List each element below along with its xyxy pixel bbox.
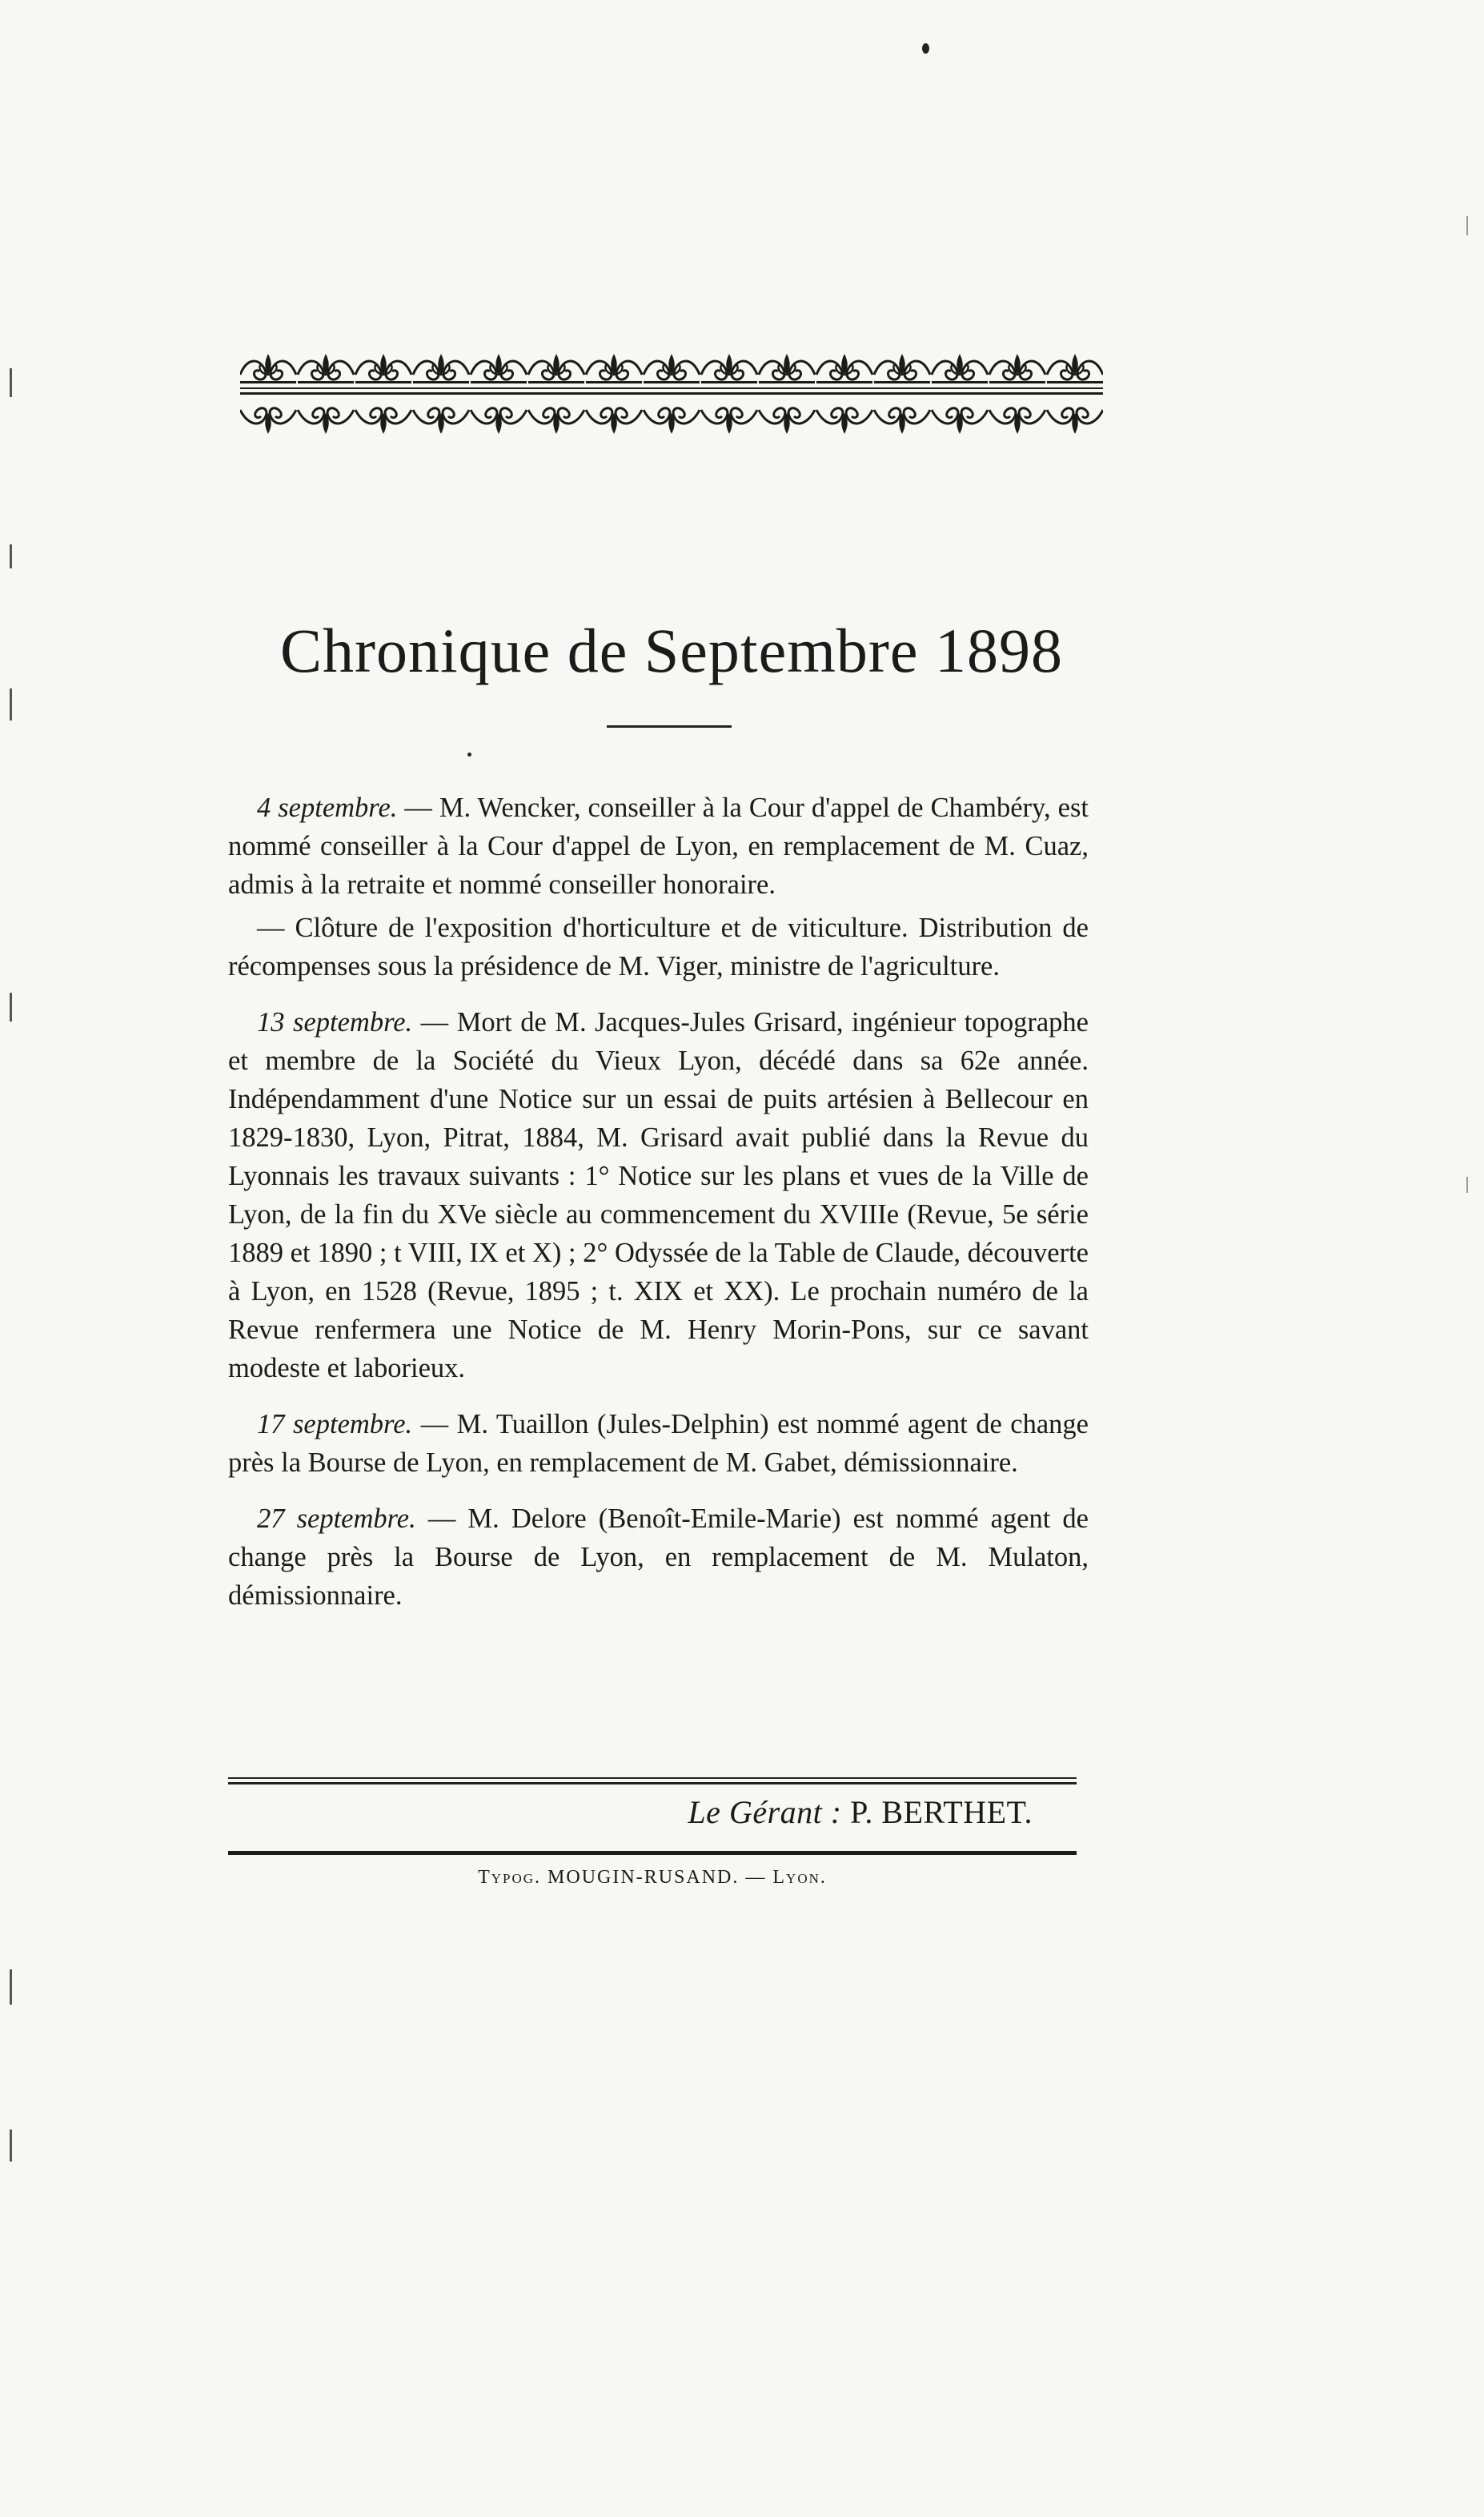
gerant-signature-line — [228, 1793, 1033, 1831]
entry-text: — Mort de M. Jacques-Jules Grisard, ingénieur topographe et membre de la Société du Vieux Lyon, décédé dans sa 62e année. Indépendamment d'une Notice sur un essai de puits artésien à Bellecour en 1829-1830, Lyon, Pitrat, 1884, M. Grisard avait publié dans la Revue du Lyonnais les travaux suivants : 1° Notice sur les plans et vues de la Ville de Lyon, de la fin du XVe siècle au commencement du XVIIIe (Revue, 5e série 1889 et 1890 ; t VIII, IX et X) ; 2° Odyssée de la Table de Claude, découverte à Lyon, en 1528 (Revue, 1895 ; t. XIX et XX). Le prochain numéro de la Revue renfermera une Notice de M. Henry Morin-Pons, sur ce savant modeste et laborieux. — [228, 1007, 1089, 1383]
title-underline — [607, 725, 732, 728]
scan-dust-mark — [1466, 1177, 1468, 1193]
gerant-name: P. BERTHET. — [850, 1794, 1033, 1830]
scan-edge-mark — [10, 544, 12, 568]
entry-date: 4 septembre. — [257, 793, 398, 823]
chronicle-entry — [228, 789, 1089, 904]
scan-edge-mark — [10, 1969, 12, 2005]
chronicle-entry — [228, 1499, 1089, 1615]
scan-edge-mark — [10, 993, 12, 1022]
entry-date: 17 septembre. — [257, 1409, 413, 1439]
footer-rule — [228, 1851, 1077, 1855]
chronicle-entry — [228, 909, 1089, 986]
printer-imprint: Typog. MOUGIN-RUSAND. — Lyon. — [478, 1867, 827, 1888]
closing-double-rule — [228, 1777, 1077, 1788]
decorative-fleuron-border — [240, 336, 1103, 456]
entry-text: — M. Wencker, conseiller à la Cour d'appel de Chambéry, est nommé conseiller à la Cour d'appel de Lyon, en remplacement de M. Cuaz, admis à la retraite et nommé conseiller honoraire. — [228, 793, 1089, 900]
page-title: Chronique de Septembre 1898 — [280, 616, 1063, 685]
chronicle-entry — [228, 1405, 1089, 1482]
entry-text: — M. Tuaillon (Jules-Delphin) est nommé agent de change près la Bourse de Lyon, en remplacement de M. Gabet, démissionnaire. — [228, 1409, 1089, 1478]
scan-edge-mark — [10, 2130, 12, 2162]
gerant-label: Le Gérant : — [688, 1794, 842, 1830]
chronicle-entry — [228, 1003, 1089, 1387]
scan-edge-mark — [10, 368, 12, 397]
chronicle-body — [228, 789, 1089, 1615]
entry-text: — M. Delore (Benoît-Emile-Marie) est nommé agent de change près la Bourse de Lyon, en remplacement de M. Mulaton, démissionnaire. — [228, 1503, 1089, 1611]
entry-date: 13 septembre. — [257, 1007, 413, 1038]
scan-edge-mark — [10, 688, 12, 721]
scan-dust-mark — [1466, 216, 1468, 235]
ink-speck — [467, 753, 471, 757]
entry-date: 27 septembre. — [257, 1503, 416, 1534]
ink-speck — [922, 43, 929, 54]
entry-text: — Clôture de l'exposition d'horticulture et de viticulture. Distribution de récompenses sous la présidence de M. Viger, ministre de l'agriculture. — [228, 913, 1089, 982]
